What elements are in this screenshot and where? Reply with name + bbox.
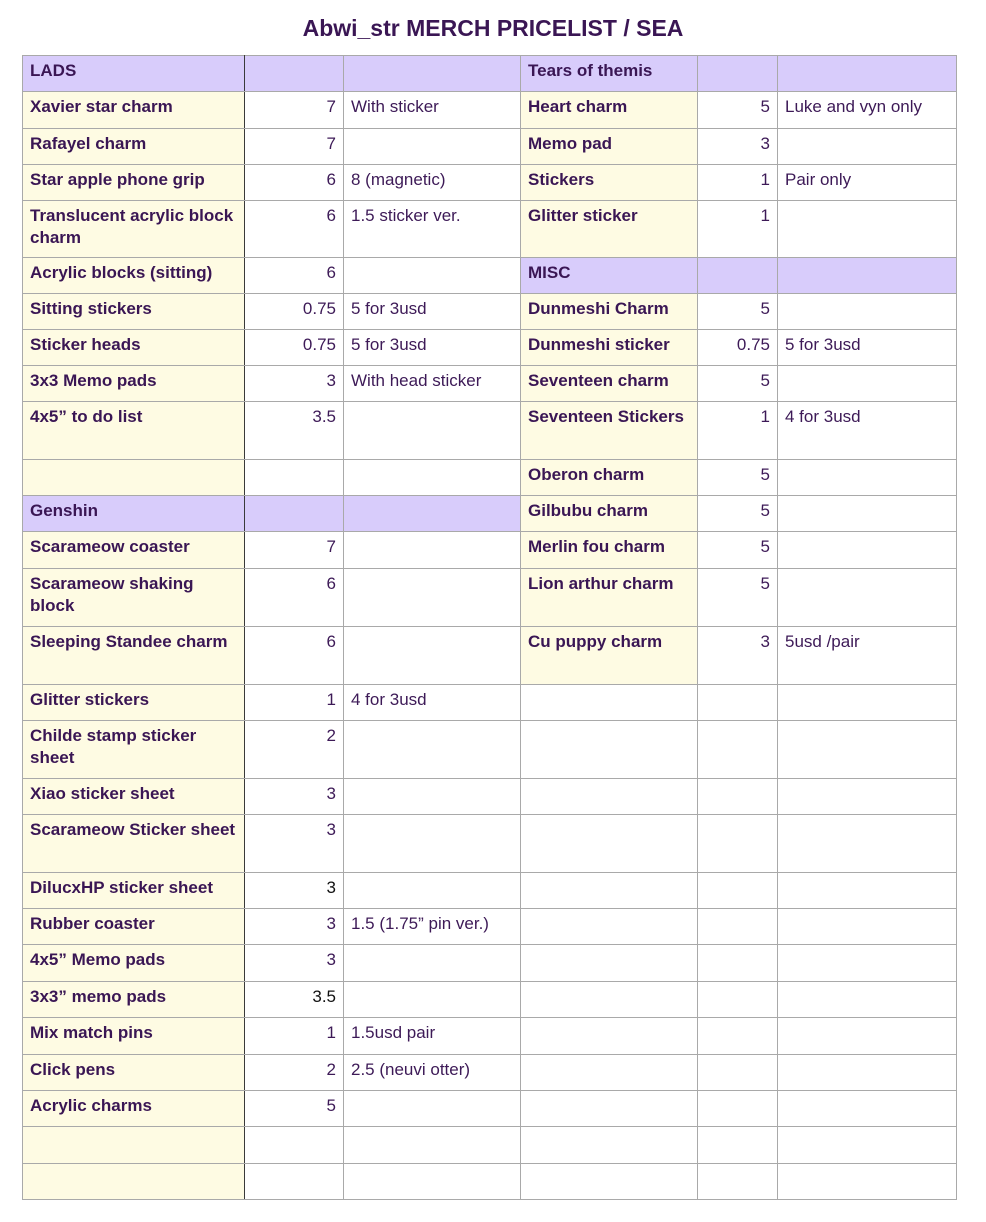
item-note: 4 for 3usd [344, 685, 521, 721]
item-price: 3 [245, 815, 344, 873]
pricelist-table [22, 55, 957, 1200]
item-price [698, 779, 778, 815]
item-note: With head sticker [344, 366, 521, 402]
section-header-lads: LADS [23, 56, 245, 92]
item-name: Translucent acrylic block charm [23, 201, 245, 258]
item-name [521, 1127, 698, 1164]
item-note [778, 815, 957, 873]
item-note [778, 945, 957, 982]
item-price: 2 [245, 721, 344, 779]
item-name: Acrylic blocks (sitting) [23, 258, 245, 294]
table-row [23, 1091, 957, 1127]
item-note: 4 for 3usd [778, 402, 957, 460]
item-note [778, 1127, 957, 1164]
table-row [23, 532, 957, 569]
item-note [778, 460, 957, 496]
table-row [23, 294, 957, 330]
item-note [344, 1127, 521, 1164]
section-header-genshin: Genshin [23, 496, 245, 532]
item-price: 1 [698, 402, 778, 460]
item-name [521, 1018, 698, 1055]
item-price [698, 982, 778, 1018]
table-row [23, 945, 957, 982]
table-row [23, 1018, 957, 1055]
item-price: 1 [698, 201, 778, 258]
item-note: 5usd /pair [778, 627, 957, 685]
item-price: 7 [245, 92, 344, 129]
header-cell [245, 496, 344, 532]
item-note: Luke and vyn only [778, 92, 957, 129]
item-name [521, 1164, 698, 1200]
page-title: Abwi_str MERCH PRICELIST / SEA [302, 15, 684, 41]
item-name: Sleeping Standee charm [23, 627, 245, 685]
item-name: 4x5” to do list [23, 402, 245, 460]
item-note [344, 1164, 521, 1200]
item-price [698, 1164, 778, 1200]
item-note: Pair only [778, 165, 957, 201]
item-note [778, 294, 957, 330]
table-row [23, 779, 957, 815]
item-price: 2 [245, 1055, 344, 1091]
item-name: DilucxHP sticker sheet [23, 873, 245, 909]
item-name: Dunmeshi sticker [521, 330, 698, 366]
item-note: 8 (magnetic) [344, 165, 521, 201]
item-note [344, 532, 521, 569]
item-price [698, 685, 778, 721]
table-row [23, 1164, 957, 1200]
item-note [344, 1091, 521, 1127]
table-row [23, 129, 957, 165]
table-row [23, 627, 957, 685]
item-name [521, 815, 698, 873]
item-price: 6 [245, 165, 344, 201]
item-note [344, 569, 521, 627]
header-cell [698, 56, 778, 92]
item-name: Cu puppy charm [521, 627, 698, 685]
table-row [23, 685, 957, 721]
item-name: Glitter sticker [521, 201, 698, 258]
item-name: Merlin fou charm [521, 532, 698, 569]
item-note [778, 1018, 957, 1055]
item-note [778, 685, 957, 721]
table-row [23, 92, 957, 129]
item-name [521, 873, 698, 909]
item-name: Click pens [23, 1055, 245, 1091]
item-name: Sitting stickers [23, 294, 245, 330]
item-note [778, 1164, 957, 1200]
item-name: Gilbubu charm [521, 496, 698, 532]
item-price [698, 1018, 778, 1055]
item-name: Scarameow Sticker sheet [23, 815, 245, 873]
item-price: 6 [245, 627, 344, 685]
item-price: 6 [245, 258, 344, 294]
item-name [521, 909, 698, 945]
item-note: 5 for 3usd [344, 330, 521, 366]
item-name: Scarameow shaking block [23, 569, 245, 627]
item-price: 3 [245, 945, 344, 982]
item-price: 1 [698, 165, 778, 201]
item-note [778, 129, 957, 165]
item-name [521, 1055, 698, 1091]
item-note: 2.5 (neuvi otter) [344, 1055, 521, 1091]
item-name [521, 779, 698, 815]
item-note [778, 496, 957, 532]
item-price: 5 [698, 460, 778, 496]
table-row [23, 909, 957, 945]
item-name: Stickers [521, 165, 698, 201]
item-note [344, 627, 521, 685]
item-name: Acrylic charms [23, 1091, 245, 1127]
item-note [778, 721, 957, 779]
item-price: 6 [245, 201, 344, 258]
section-header-tears-of-themis: Tears of themis [521, 56, 698, 92]
item-price [698, 945, 778, 982]
item-note [778, 1055, 957, 1091]
item-note [778, 909, 957, 945]
item-price: 3 [698, 627, 778, 685]
table-row [23, 1127, 957, 1164]
header-row [23, 56, 957, 92]
item-price: 1 [245, 685, 344, 721]
item-name [23, 460, 245, 496]
item-price: 0.75 [245, 330, 344, 366]
item-name [521, 721, 698, 779]
header-cell [778, 56, 957, 92]
item-note: 5 for 3usd [344, 294, 521, 330]
item-name: Xavier star charm [23, 92, 245, 129]
item-note [778, 366, 957, 402]
item-price [245, 1127, 344, 1164]
item-price: 3 [245, 366, 344, 402]
item-price: 6 [245, 569, 344, 627]
item-name: Seventeen charm [521, 366, 698, 402]
table-row [23, 201, 957, 258]
item-price [698, 1091, 778, 1127]
item-price: 5 [698, 294, 778, 330]
item-note [344, 779, 521, 815]
item-name [23, 1164, 245, 1200]
header-cell [778, 258, 957, 294]
item-name: Seventeen Stickers [521, 402, 698, 460]
item-price: 3 [245, 909, 344, 945]
item-note [778, 779, 957, 815]
item-name: Heart charm [521, 92, 698, 129]
item-price: 5 [698, 569, 778, 627]
table-row [23, 258, 957, 294]
item-note [778, 873, 957, 909]
item-name: Glitter stickers [23, 685, 245, 721]
item-note [344, 721, 521, 779]
item-note: 5 for 3usd [778, 330, 957, 366]
item-note [778, 1091, 957, 1127]
item-price: 3 [698, 129, 778, 165]
table-row [23, 366, 957, 402]
item-note [344, 873, 521, 909]
item-note [778, 569, 957, 627]
table-row [23, 165, 957, 201]
item-name: Oberon charm [521, 460, 698, 496]
item-price: 3 [245, 873, 344, 909]
item-note [344, 982, 521, 1018]
item-price: 3 [245, 779, 344, 815]
item-price: 5 [245, 1091, 344, 1127]
item-name: Xiao sticker sheet [23, 779, 245, 815]
item-price: 5 [698, 496, 778, 532]
table-row [23, 721, 957, 779]
item-note [778, 201, 957, 258]
item-note [778, 532, 957, 569]
item-name: Star apple phone grip [23, 165, 245, 201]
item-note [344, 129, 521, 165]
table-row [23, 982, 957, 1018]
item-price: 0.75 [698, 330, 778, 366]
item-price [698, 1055, 778, 1091]
item-price: 5 [698, 92, 778, 129]
item-name [521, 982, 698, 1018]
header-cell [344, 56, 521, 92]
table-row [23, 496, 957, 532]
item-name [23, 1127, 245, 1164]
item-price: 0.75 [245, 294, 344, 330]
item-name: Memo pad [521, 129, 698, 165]
table-row [23, 815, 957, 873]
item-price: 3.5 [245, 982, 344, 1018]
item-note [344, 258, 521, 294]
item-name: Childe stamp sticker sheet [23, 721, 245, 779]
item-price: 1 [245, 1018, 344, 1055]
item-price [698, 909, 778, 945]
item-name: Lion arthur charm [521, 569, 698, 627]
table-row [23, 460, 957, 496]
item-note [344, 460, 521, 496]
item-note [344, 815, 521, 873]
item-name: Rafayel charm [23, 129, 245, 165]
table-row [23, 1055, 957, 1091]
item-name: Scarameow coaster [23, 532, 245, 569]
item-note: With sticker [344, 92, 521, 129]
section-header-misc: MISC [521, 258, 698, 294]
item-note: 1.5usd pair [344, 1018, 521, 1055]
item-price: 5 [698, 532, 778, 569]
item-name [521, 685, 698, 721]
table-row [23, 569, 957, 627]
item-name: 3x3 Memo pads [23, 366, 245, 402]
item-note [344, 945, 521, 982]
item-name: 4x5” Memo pads [23, 945, 245, 982]
item-note [778, 982, 957, 1018]
table-row [23, 330, 957, 366]
item-price: 7 [245, 532, 344, 569]
item-price [245, 460, 344, 496]
item-name [521, 945, 698, 982]
item-name: Mix match pins [23, 1018, 245, 1055]
item-price [245, 1164, 344, 1200]
table-row [23, 402, 957, 460]
item-name: Rubber coaster [23, 909, 245, 945]
item-name [521, 1091, 698, 1127]
item-note: 1.5 (1.75” pin ver.) [344, 909, 521, 945]
item-price [698, 1127, 778, 1164]
item-price: 5 [698, 366, 778, 402]
item-note: 1.5 sticker ver. [344, 201, 521, 258]
item-name: Dunmeshi Charm [521, 294, 698, 330]
item-name: 3x3” memo pads [23, 982, 245, 1018]
item-name: Sticker heads [23, 330, 245, 366]
header-cell [245, 56, 344, 92]
header-cell [698, 258, 778, 294]
item-price [698, 873, 778, 909]
table-row [23, 873, 957, 909]
item-price [698, 815, 778, 873]
item-price: 7 [245, 129, 344, 165]
item-note [344, 402, 521, 460]
header-cell [344, 496, 521, 532]
item-price: 3.5 [245, 402, 344, 460]
item-price [698, 721, 778, 779]
